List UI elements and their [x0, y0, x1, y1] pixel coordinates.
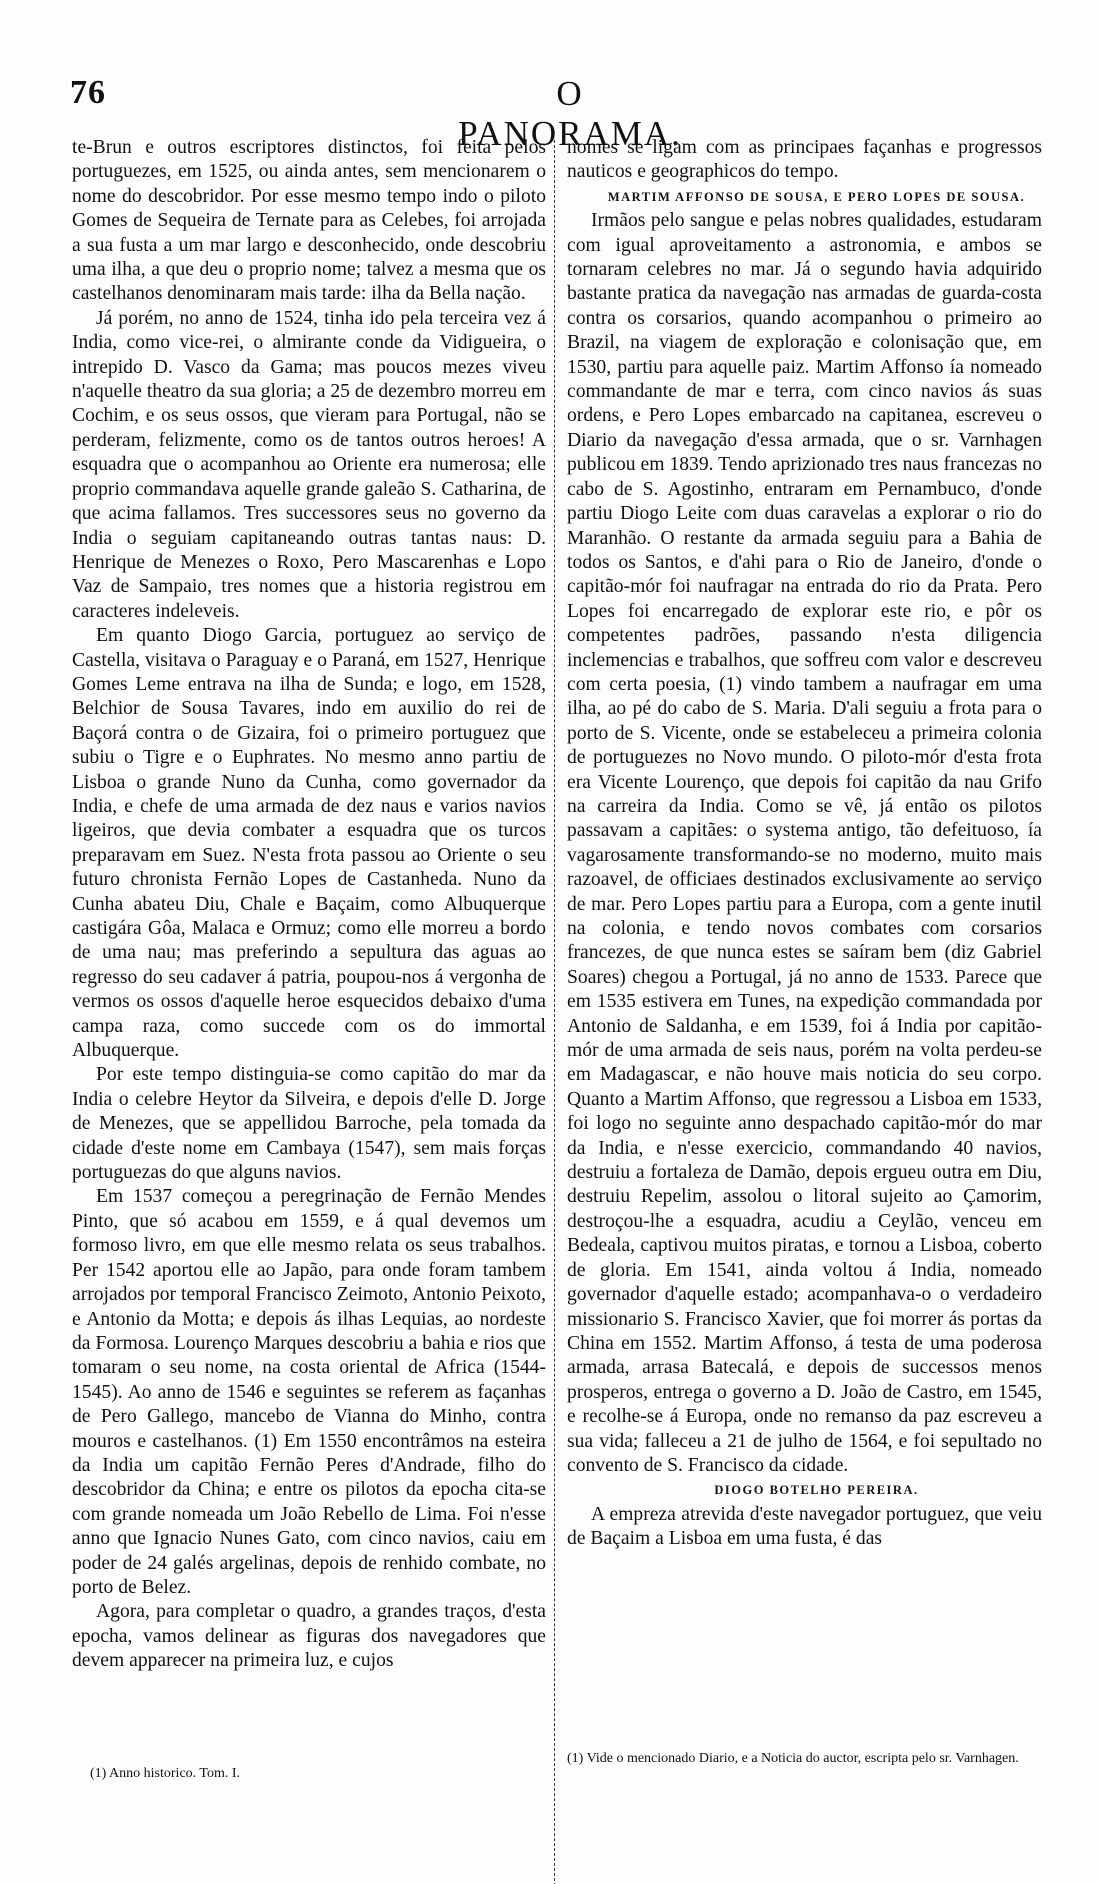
left-paragraph-4: Por este tempo distinguia-se como capitão do mar da India o celebre Heytor da Silveira, e depois d'elle D. Jorge de Menezes, que se appellidou Barroche, pela tomada da cidade d'este nome em Cambaya (1547), sem mais forças portuguezas do que alguns navios.	[72, 1064, 546, 1184]
right-footnote-text: (1) Vide o mencionado Diario, e a Noticia do auctor, escripta pelo sr. Varnhagen.	[567, 1751, 1019, 1766]
left-paragraph-2: Já porém, no anno de 1524, tinha ido pela terceira vez á India, como vice-rei, o almirante conde da Vidigueira, o intrepido D. Vasco da Gama; mas poucos mezes viveu n'aquelle theatro da sua gloria; a 25 de dezembro morreu em Cochim, e os seus ossos, que vieram para Portugal, não se perderam, felizmente, como os de tantos outros heroes! A esquadra que o acompanhou ao Oriente era numerosa; elle proprio commandava aquelle grande galeão S. Catharina, de que acima fallamos. Tres successores seus no governo da India o seguiam capitaneando outras tantas naus: D. Henrique de Menezes o Roxo, Pero Mascarenhas e Lopo Vaz de Sampaio, tres nomes que a historia registrou em caracteres indeleveis.	[72, 307, 546, 622]
left-paragraph-5: Em 1537 começou a peregrinação de Fernão Mendes Pinto, que só acabou em 1559, e á qual devemos um formoso livro, em que elle mesmo relata os seus trabalhos. Per 1542 aportou elle ao Japão, para onde foram tambem arrojados por temporal Francisco Zeimoto, Antonio Peixoto, e Antonio da Motta; e depois ás ilhas Lequias, ao nordeste da Formosa. Lourenço Marques descobriu a bahia e rios que tomaram o seu nome, na costa oriental de Africa (1544-1545). Ao anno de 1546 e seguintes se referem as façanhas de Pero Gallego, mancebo de Vianna do Minho, contra mouros e castelhanos. (1) Em 1550 encontrâmos na esteira da India um capitão Fernão Peres d'Andrade, filho do descobridor da China; e entre os pilotos da epocha cita-se com grande nomeada um João Rebello de Lima. Foi n'esse anno que Ignacio Nunes Gato, com cinco navios, caiu em poder de 24 galés argelinas, depois de renhido combate, no porto de Belez.	[72, 1186, 546, 1598]
section-heading-diogo-botelho: DIOGO BOTELHO PEREIRA.	[714, 1483, 919, 1498]
left-footnote	[90, 1765, 530, 1783]
section-text-diogo-botelho: A empreza atrevida d'este navegador portuguez, que veiu de Baçaim a Lisboa em uma fusta, é das	[567, 1503, 1042, 1550]
page-number: 76	[70, 74, 106, 111]
left-column	[72, 136, 546, 1756]
section-heading-martim-affonso: MARTIM AFFONSO DE SOUSA, E PERO LOPES DE SOUSA.	[607, 189, 1026, 204]
right-footnote	[567, 1750, 1042, 1768]
column-divider	[554, 140, 555, 1884]
running-title: O PANORAMA.	[458, 74, 682, 153]
right-column	[567, 136, 1042, 1756]
left-footnote-text: (1) Anno historico. Tom. I.	[90, 1766, 241, 1781]
left-paragraph-6: Agora, para completar o quadro, a grandes traços, d'esta epocha, vamos delinear as figuras dos navegadores que devem apparecer na primeira luz, e cujos	[72, 1601, 546, 1672]
left-paragraph-3: Em quanto Diogo Garcia, portuguez ao serviço de Castella, visitava o Paraguay e o Paraná, em 1527, Henrique Gomes Leme entrava na ilha de Sunda; e logo, em 1528, Belchior de Sousa Tavares, indo em auxilio do rei de Baçorá contra o de Gizaira, foi o primeiro portuguez que subiu o Tigre e o Euphrates. No mesmo anno partiu de Lisboa o grande Nuno da Cunha, como governador da India, e chefe de uma armada de dez naus e varios navios ligeiros, que devia combater a esquadra que os turcos preparavam em Suez. N'esta frota passou ao Oriente o seu futuro chronista Fernão Lopes de Castanheda. Nuno da Cunha abateu Diu, Chale e Baçaim, como Albuquerque castigára Gôa, Malaca e Ormuz; como elle morreu a bordo de uma nau; mas preferindo a sepultura das aguas ao regresso do seu cadaver á patria, poupou-nos á vergonha de vermos os ossos d'aquelle heroe esquecidos debaixo d'uma campa raza, como succede com os do immortal Albuquerque.	[72, 625, 546, 1062]
left-paragraph-1: te-Brun e outros escriptores distinctos, foi feita pelos portuguezes, em 1525, ou ainda antes, sem mencionarem o nome do descobridor. Por esse mesmo tempo indo o piloto Gomes de Sequeira de Ternate para as Celebes, foi arrojada a sua fusta a um mar largo e desconhecido, onde descobriu uma ilha, a que deu o proprio nome; talvez a mesma que os castelhanos denominaram mais tarde: ilha da Bella nação.	[72, 137, 546, 305]
section-text-martim-affonso: Irmãos pelo sangue e pelas nobres qualidades, estudaram com igual aproveitamento a astronomia, e ambos se tornaram celebres no mar. Já o segundo havia adquirido bastante pratica da navegação nas armadas de guarda-costa contra os corsarios, quando acompanhou o primeiro ao Brazil, na viagem de exploração e colonisação que, em 1530, partiu para aquelle paiz. Martim Affonso ía nomeado commandante de mar e terra, com cinco navios ás suas ordens, e Pero Lopes embarcado na capitanea, escreveu o Diario da navegação d'essa armada, que o sr. Varnhagen publicou em 1839. Tendo aprizionado tres naus francezas no cabo de S. Agostinho, entraram em Pernambuco, d'onde partiu Diogo Leite com duas caravelas a explorar o rio do Maranhão. O restante da armada seguiu para a Bahia de todos os Santos, e d'ahi para o Rio de Janeiro, d'onde o capitão-mór foi naufragar na entrada do rio da Prata. Pero Lopes foi encarregado de explorar este rio, e pôr os competentes padrões, passando n'esta diligencia inclemencias e trabalhos, que soffreu com valor e descreveu com certa poesia, (1) vindo tambem a naufragar em uma ilha, ao pé do cabo de S. Maria. D'ali seguiu a frota para o porto de S. Vicente, onde se estabeleceu a primeira colonia de portuguezes no Novo mundo. O piloto-mór d'esta frota era Vicente Lourenço, que depois foi capitão da nau Grifo na carreira da India. Como se vê, já então os pilotos passavam a capitães: o systema antigo, tão defeituoso, ía vagarosamente transformando-se no moderno, muito mais razoavel, de officiaes destinados exclusivamente ao serviço de mar. Pero Lopes partiu para a Europa, com a gente inutil na colonia, e tendo novos combates com corsarios francezes, de que nunca estes se saíram bem (diz Gabriel Soares) chegou a Portugal, já no anno de 1533. Parece que em 1535 estivera em Tunes, na expedição commandada por Antonio de Saldanha, e em 1539, foi á India por capitão-mór de uma armada de seis naus, porém na volta perdeu-se em Madagascar, e não houve mais noticia do seu corpo. Quanto a Martim Affonso, que regressou a Lisboa em 1533, foi logo no seguinte anno despachado capitão-mór do mar da India, e n'esse exercicio, commandando 40 navios, destruiu a fortaleza de Damão, depois ergueu outra em Diu, destruiu Repelim, assolou o litoral sujeito ao Çamorim, destroçou-lhe a esquadra, acudiu a Ceylão, venceu em Bedeala, captivou muitos piratas, e tornou a Lisboa, coberto de gloria. Em 1541, ainda voltou á India, nomeado governador d'aquelle estado; acompanhava-o o verdadeiro missionario S. Francisco Xavier, que foi morrer ás portas da China em 1552. Martim Affonso, á testa de uma poderosa armada, arrasa Batecalá, e depois de successos menos prosperos, entrega o governo a D. João de Castro, em 1545, e recolhe-se á Europa, onde no remanso da paz escreveu a sua vida; falleceu a 21 de julho de 1564, e foi sepultado no convento de S. Francisco da cidade.	[567, 210, 1042, 1476]
right-intro-paragraph: nomes se ligam com as principaes façanhas e progressos nauticos e geographicos do tempo.	[567, 137, 1042, 183]
